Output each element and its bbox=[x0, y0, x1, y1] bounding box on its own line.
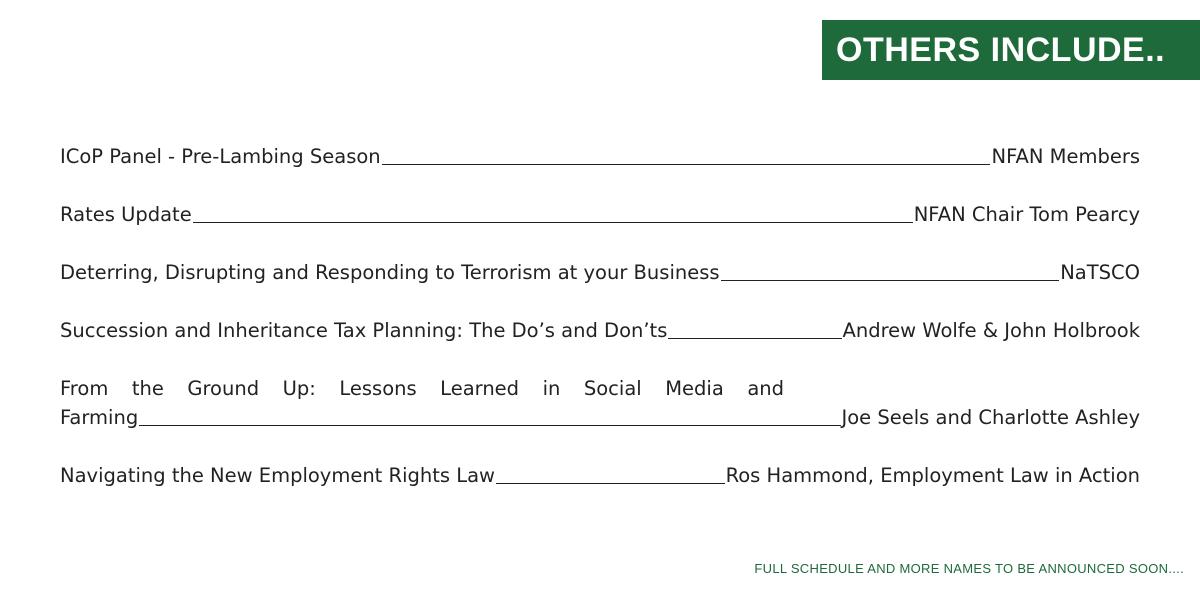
session-speaker: NFAN Chair Tom Pearcy bbox=[913, 203, 1140, 226]
session-speaker: Ros Hammond, Employment Law in Action bbox=[725, 464, 1140, 487]
session-title: Succession and Inheritance Tax Planning: The Do’s and Don’ts bbox=[60, 319, 668, 342]
session-title bbox=[60, 374, 784, 403]
session-row bbox=[60, 316, 1140, 345]
leader-line bbox=[193, 222, 913, 223]
title-word: Lessons bbox=[339, 377, 417, 400]
session-list bbox=[60, 142, 1140, 519]
title-word: Media bbox=[665, 377, 724, 400]
title-word: and bbox=[747, 377, 784, 400]
session-title: Navigating the New Employment Rights Law bbox=[60, 464, 495, 487]
leader-line bbox=[139, 425, 840, 426]
session-row bbox=[60, 258, 1140, 287]
session-speaker: NaTSCO bbox=[1060, 261, 1140, 284]
session-title: Deterring, Disrupting and Responding to Terrorism at your Business bbox=[60, 261, 720, 284]
leader-line bbox=[496, 483, 725, 484]
session-speaker: Joe Seels and Charlotte Ashley bbox=[841, 406, 1140, 429]
session-row bbox=[60, 461, 1140, 490]
session-row bbox=[60, 374, 1140, 432]
leader-line bbox=[382, 164, 991, 165]
leader-line bbox=[721, 280, 1060, 281]
banner-title: OTHERS INCLUDE.. bbox=[822, 20, 1200, 80]
title-word: Up: bbox=[282, 377, 316, 400]
title-word: the bbox=[131, 377, 164, 400]
title-word: in bbox=[542, 377, 561, 400]
session-row bbox=[60, 142, 1140, 171]
session-title: ICoP Panel - Pre-Lambing Season bbox=[60, 145, 381, 168]
session-row bbox=[60, 200, 1140, 229]
session-title: Rates Update bbox=[60, 203, 192, 226]
title-word: From bbox=[60, 377, 109, 400]
session-speaker: Andrew Wolfe & John Holbrook bbox=[842, 319, 1140, 342]
session-title-line2: Farming bbox=[60, 406, 139, 429]
title-word: Social bbox=[583, 377, 642, 400]
leader-line bbox=[668, 338, 841, 339]
title-word: Learned bbox=[440, 377, 520, 400]
session-speaker: NFAN Members bbox=[991, 145, 1140, 168]
footer-note: FULL SCHEDULE AND MORE NAMES TO BE ANNOUNCED SOON.... bbox=[754, 561, 1184, 576]
title-word: Ground bbox=[187, 377, 260, 400]
